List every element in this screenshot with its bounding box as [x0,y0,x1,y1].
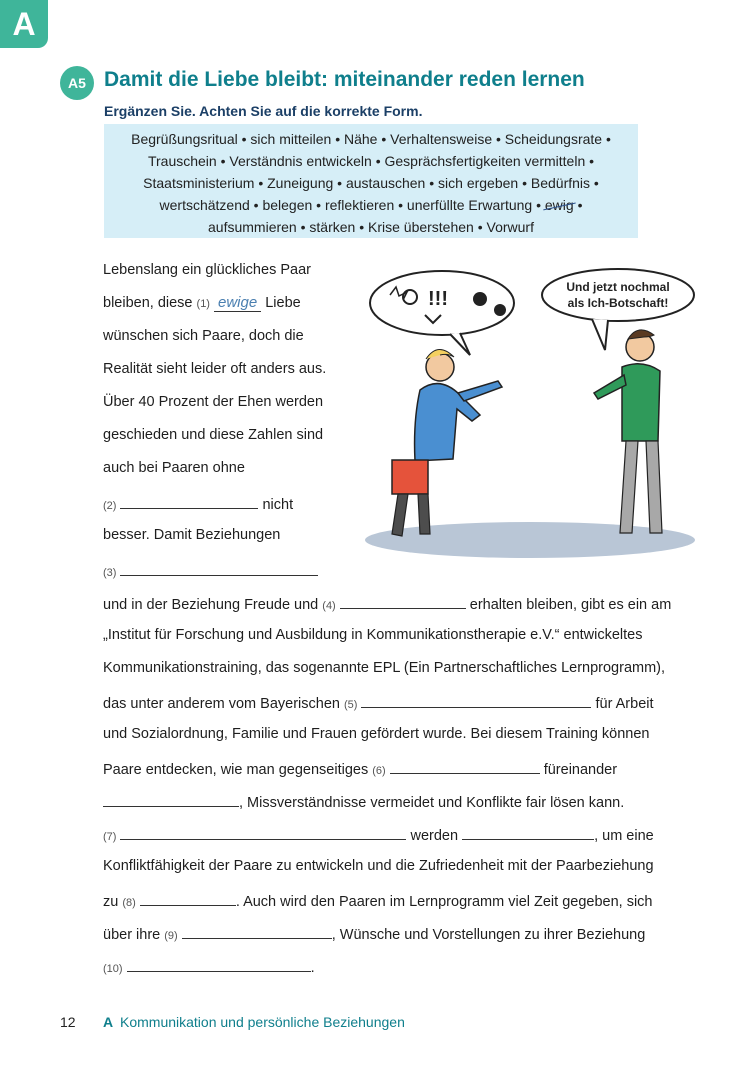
exercise-title: Damit die Liebe bleibt: miteinander reden lernen [104,68,585,91]
gap-number: (8) [122,897,136,909]
word-box-text: wertschätzend • belegen • reflektieren • unerfüllte Erwartung • [159,197,541,213]
text-segment: bleiben, diese [103,295,193,311]
man-figure [594,330,662,533]
text-line [103,693,654,712]
text-segment: erhalten bleiben, gibt es ein am [469,597,672,613]
text-line [103,494,293,513]
text-segment: Über 40 Prozent der Ehen werden [103,394,324,410]
struck-word: ewig [544,197,574,213]
text-line [103,957,315,976]
gap-9-field[interactable] [182,924,332,939]
speech-bubble-right [542,269,694,350]
text-segment: und Sozialordnung, Familie und Frauen gefördert wurde. Bei diesem Training können [103,726,650,742]
floor-shadow [365,522,695,558]
text-line [103,792,624,811]
exercise-badge: A5 [60,66,94,100]
text-segment: , um eine [594,828,654,844]
text-segment: Realität sieht leider oft anders aus. [103,361,327,377]
text-line [103,361,326,377]
text-line [103,759,617,778]
gap-number: (9) [164,930,178,942]
text-segment: füreinander [543,762,618,778]
word-box [104,124,638,238]
text-line [103,262,311,278]
text-line [103,858,654,874]
text-line [103,891,653,910]
text-segment: geschieden und diese Zahlen sind [103,427,324,443]
speech-right-line1: Und jetzt nochmal [566,280,670,294]
text-segment: und in der Beziehung Freude und [103,597,319,613]
gap-10-field[interactable] [127,957,311,972]
gap-number: (3) [103,567,117,579]
gap-7-field[interactable] [120,825,406,840]
text-segment: , Wünsche und Vorstellungen zu ihrer Beziehung [331,927,646,943]
text-segment: besser. Damit Beziehungen [103,527,281,543]
text-line [103,460,245,476]
woman-figure [392,349,502,536]
text-segment: Konfliktfähigkeit der Paare zu entwickeln und die Zufriedenheit mit der Paarbeziehung [103,858,654,874]
text-line [103,726,650,742]
text-segment: . [310,960,315,976]
text-segment: Liebe [265,295,301,311]
gap-number: (6) [372,765,386,777]
footer-chapter-title: Kommunikation und persönliche Beziehungen [120,1014,405,1030]
text-segment: auch bei Paaren ohne [103,460,245,476]
text-line [103,394,323,410]
text-line [103,627,642,643]
word-box-line: Begrüßungsritual • sich mitteilen • Nähe • Verhaltensweise • Scheidungsrate • [131,131,611,147]
cartoon-illustration [330,255,705,565]
word-box-line [114,194,628,216]
text-line [103,924,645,943]
speech-bubble-left [370,271,514,355]
gap-7b-field[interactable] [462,825,594,840]
text-segment: , Missverständnisse vermeidet und Konflikte fair lösen kann. [239,795,625,811]
gap-3-field[interactable] [120,561,318,576]
text-line [103,594,671,613]
word-box-text: • [577,197,583,213]
text-segment: für Arbeit [595,696,654,712]
text-segment: . Auch wird den Paaren im Lernprogramm viel Zeit gegeben, sich [235,894,653,910]
gap-number: (4) [322,600,336,612]
text-segment: über ihre [103,927,161,943]
gap-number: (5) [344,699,358,711]
page-number: 12 [60,1014,76,1030]
gap-number: (10) [103,963,123,975]
text-line [103,295,301,312]
gap-number: (2) [103,500,117,512]
gap-4-field[interactable] [340,594,466,609]
text-line [103,328,304,344]
exercise-instruction: Ergänzen Sie. Achten Sie auf die korrekte Form. [104,103,423,119]
text-line [103,561,318,580]
text-line [103,825,654,844]
text-segment: nicht [262,497,294,513]
word-box-line: Trauschein • Verständnis entwickeln • Gesprächsfertigkeiten vermitteln • [147,153,595,169]
gap-number: (7) [103,831,117,843]
text-line [103,527,280,543]
text-segment: zu [103,894,119,910]
gap-1-answer[interactable]: ewige [214,295,261,312]
text-segment: Paare entdecken, wie man gegenseitiges [103,762,369,778]
text-segment: Lebenslang ein glückliches Paar [103,262,311,278]
footer-section-letter: A [103,1014,114,1030]
gap-5-field[interactable] [361,693,591,708]
text-segment: wünschen sich Paare, doch die [103,328,304,344]
curse-symbols: !!! [428,288,448,310]
text-segment: werden [410,828,459,844]
word-box-line: aufsummieren • stärken • Krise überstehen • Vorwurf [208,219,534,235]
gap-8-field[interactable] [140,891,236,906]
word-box-line: Staatsministerium • Zuneigung • austauschen • sich ergeben • Bedürfnis • [143,175,599,191]
text-segment: Kommunikationstraining, das sogenannte EPL (Ein Partnerschaftliches Lernprogramm), [103,660,666,676]
speech-right-line2: als Ich-Botschaft! [567,296,669,310]
gap-number: (1) [196,298,210,310]
gap-2-field[interactable] [120,494,258,509]
text-line [103,660,665,676]
text-segment: „Institut für Forschung und Ausbildung in Kommunikationstherapie e.V.“ entwickeltes [103,627,643,643]
gap-6b-field[interactable] [103,792,239,807]
text-segment: das unter anderem vom Bayerischen [103,696,340,712]
text-line [103,427,323,443]
section-tab: A [0,0,48,48]
gap-6-field[interactable] [390,759,540,774]
